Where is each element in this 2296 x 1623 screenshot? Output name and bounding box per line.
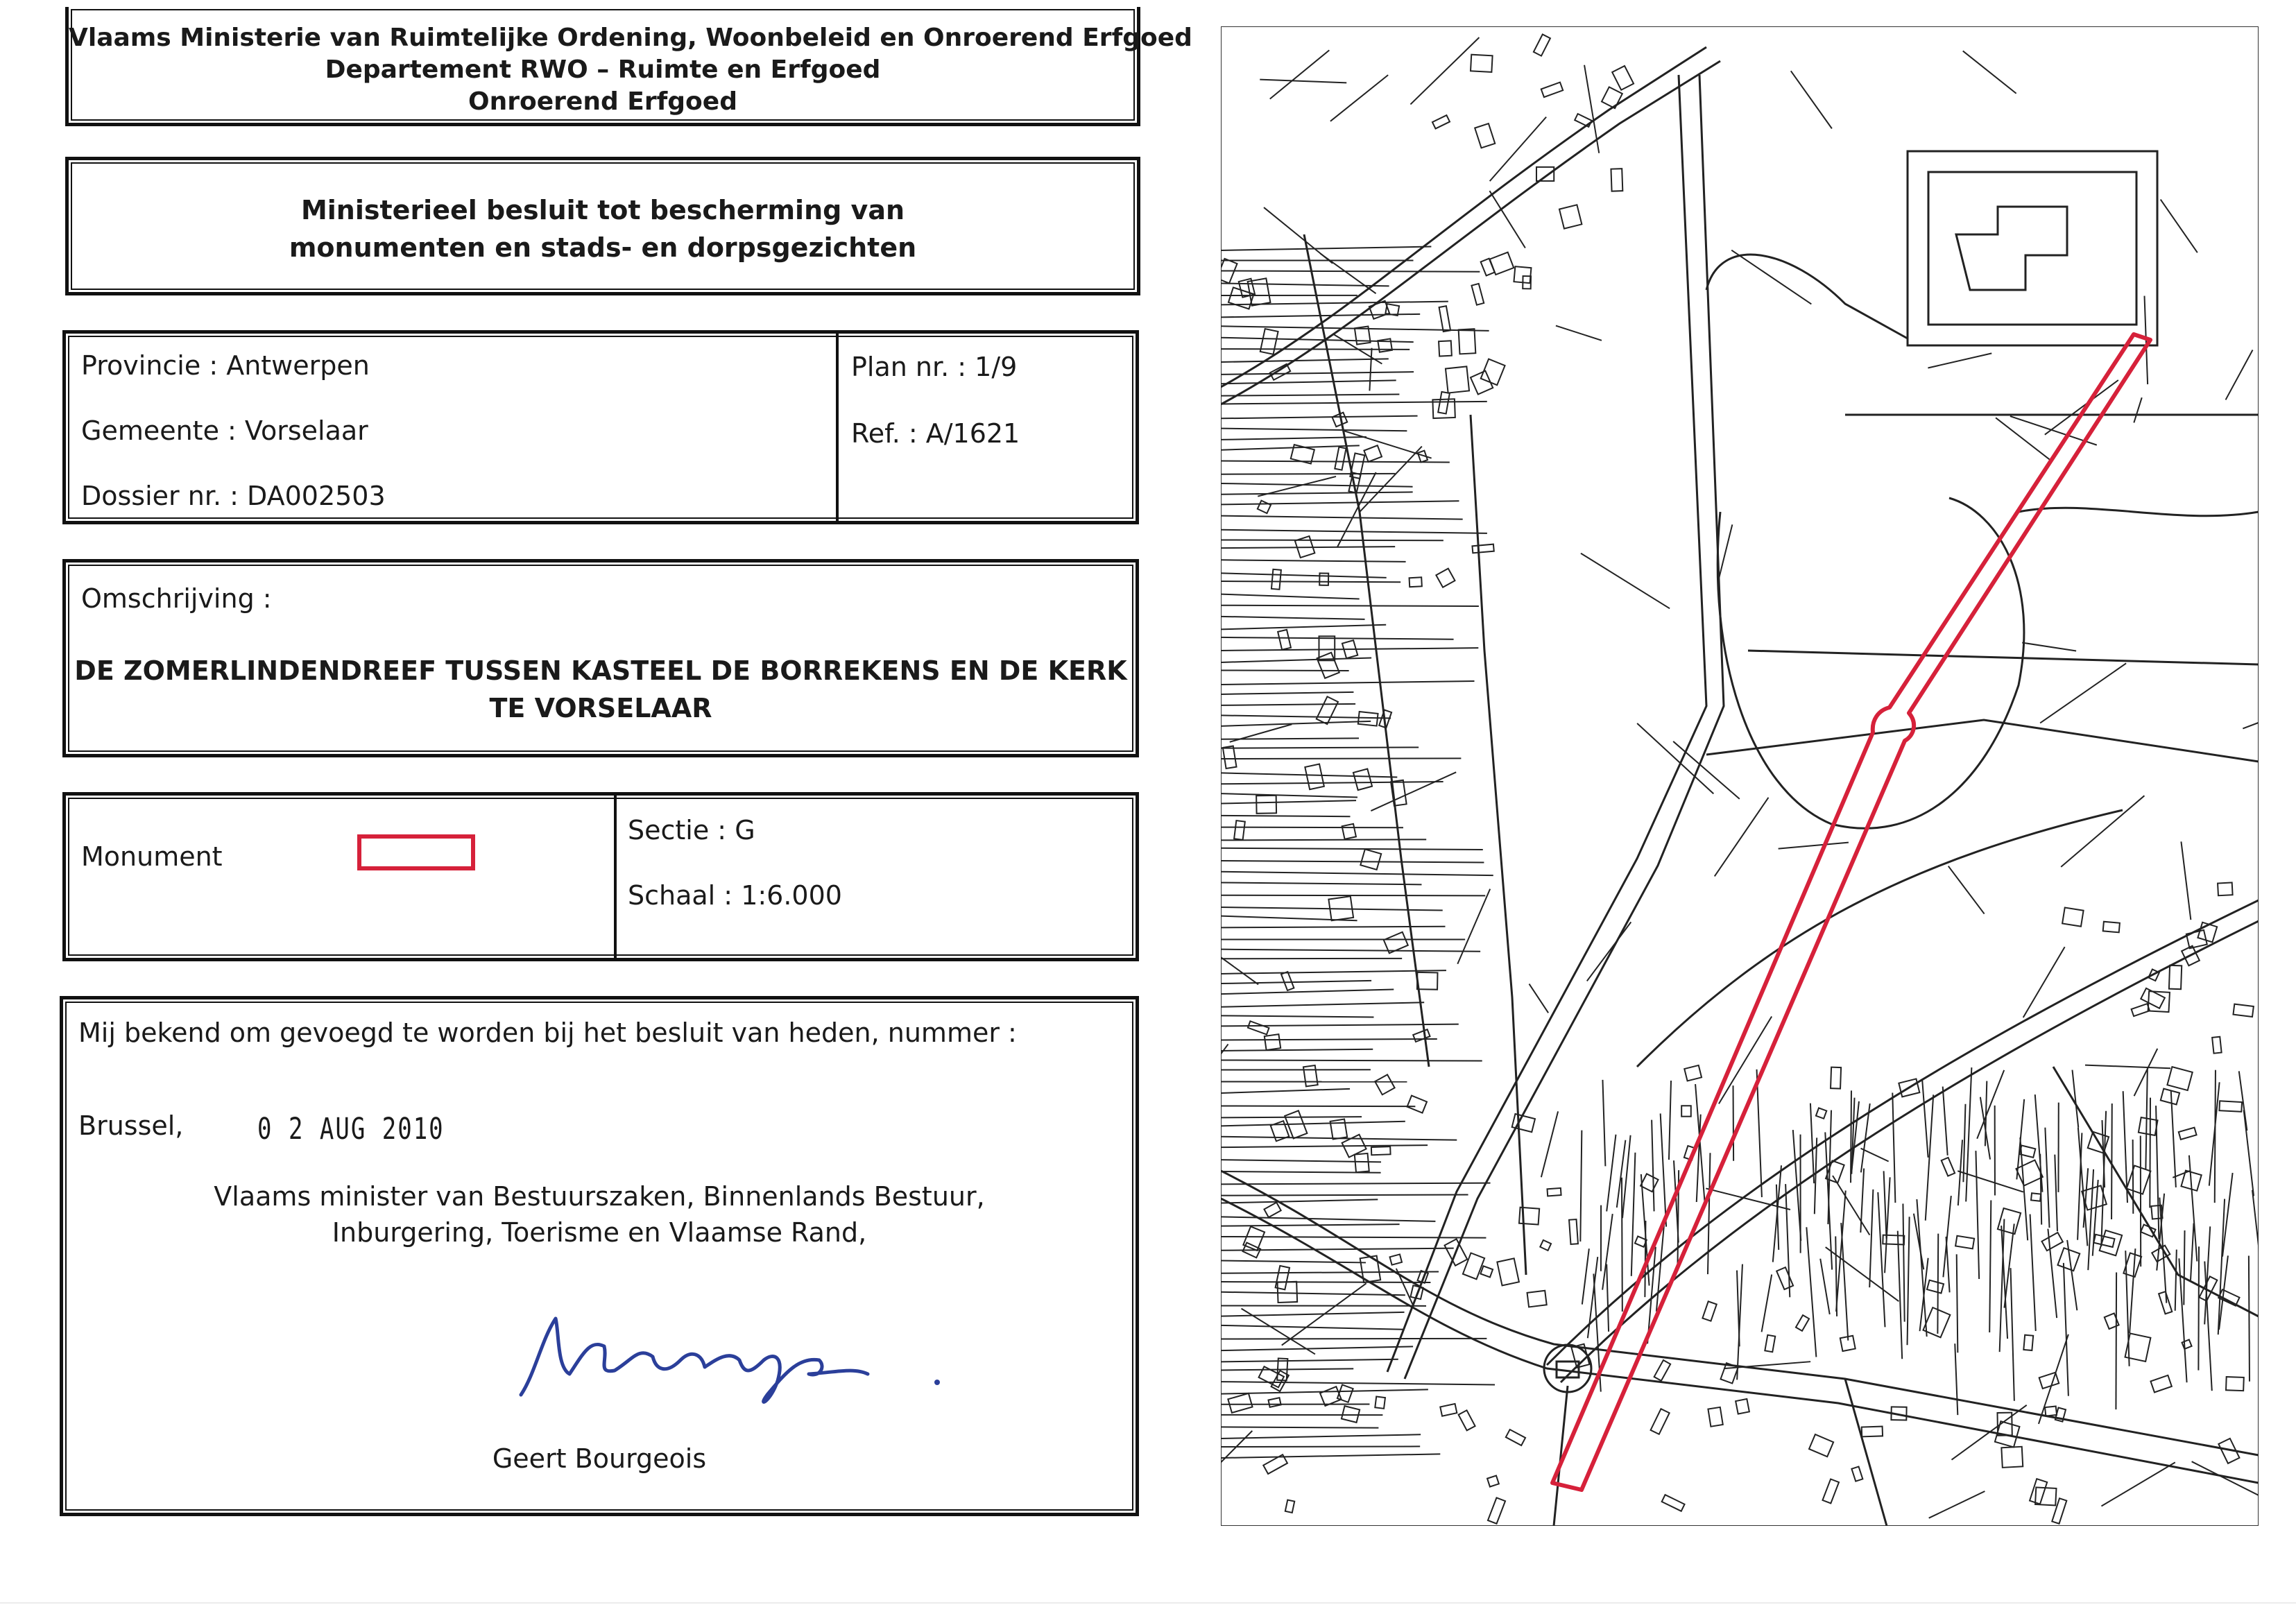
- parcel-line: [2198, 1246, 2199, 1370]
- decree-title-line2: monumenten en stads- en dorpsgezichten: [289, 232, 917, 263]
- parcel-line: [1221, 758, 1461, 759]
- sectie-field: Sectie : G: [628, 815, 755, 845]
- info-divider: [836, 334, 839, 521]
- parcel-line: [1221, 581, 1400, 582]
- agency-name: Onroerend Erfgoed: [468, 87, 737, 116]
- parcel-line: [1221, 270, 1480, 271]
- minister-name: Geert Bourgeois: [492, 1443, 707, 1474]
- description-line2: TE VORSELAAR: [489, 693, 712, 723]
- ministry-name: Vlaams Ministerie van Ruimtelijke Ordening, Woonbeleid en Onroerend Erfgoed: [69, 24, 1192, 52]
- legend-divider: [614, 796, 617, 958]
- legend-box: [62, 792, 1139, 961]
- parcel-line: [1221, 747, 1419, 748]
- approval-intro: Mij bekend om gevoegd te worden bij het besluit van heden, nummer :: [78, 1017, 1017, 1048]
- date-stamp: 0 2 AUG 2010: [257, 1112, 445, 1147]
- parcel-line: [1221, 1446, 1420, 1447]
- parcel-line: [2249, 1256, 2250, 1382]
- parcel-line: [2133, 1140, 2134, 1214]
- description-box: [62, 559, 1139, 757]
- department-name: Departement RWO – Ruimte en Erfgoed: [325, 55, 881, 84]
- signature-box: [60, 996, 1139, 1516]
- description-line1: DE ZOMERLINDENDREEF TUSSEN KASTEEL DE BORREKENS EN DE KERK: [74, 655, 1127, 686]
- parcel-line: [1221, 1194, 1468, 1195]
- decree-title-line1: Ministerieel besluit tot bescherming van: [300, 195, 905, 225]
- parcel-line: [1937, 1234, 1938, 1334]
- parcel-line: [1221, 349, 1410, 350]
- gemeente-field: Gemeente : Vorselaar: [81, 415, 368, 446]
- parcel-line: [1733, 1085, 1734, 1161]
- parcel-line: [1221, 839, 1426, 840]
- parcel-line: [1221, 1060, 1482, 1061]
- header-box: [65, 7, 1192, 126]
- parcel-line: [2111, 1104, 2112, 1219]
- monument-label: Monument: [81, 841, 223, 872]
- place-label: Brussel,: [78, 1110, 184, 1141]
- description-label: Omschrijving :: [81, 583, 272, 614]
- info-box: [62, 330, 1139, 524]
- plan-field: Plan nr. : 1/9: [851, 352, 1018, 382]
- parcel-line: [1221, 827, 1403, 828]
- parcel-line: [2215, 1070, 2216, 1203]
- parcel-line: [1221, 895, 1485, 896]
- parcel-line: [1221, 670, 1349, 671]
- minister-title-line2: Inburgering, Toerisme en Vlaamse Rand,: [332, 1217, 867, 1248]
- minister-title-line1: Vlaams minister van Bestuurszaken, Binnenlands Bestuur,: [214, 1181, 985, 1212]
- scan-fold-line: [0, 1602, 2296, 1604]
- title-box: [65, 157, 1140, 295]
- minister-signature: [493, 1291, 965, 1416]
- provincie-field: Provincie : Antwerpen: [81, 350, 370, 381]
- dossier-field: Dossier nr. : DA002503: [81, 481, 386, 511]
- cadastral-map: [1221, 26, 2259, 1526]
- schaal-field: Schaal : 1:6.000: [628, 880, 842, 911]
- monument-legend-swatch: [357, 834, 475, 870]
- ref-field: Ref. : A/1621: [851, 418, 1020, 449]
